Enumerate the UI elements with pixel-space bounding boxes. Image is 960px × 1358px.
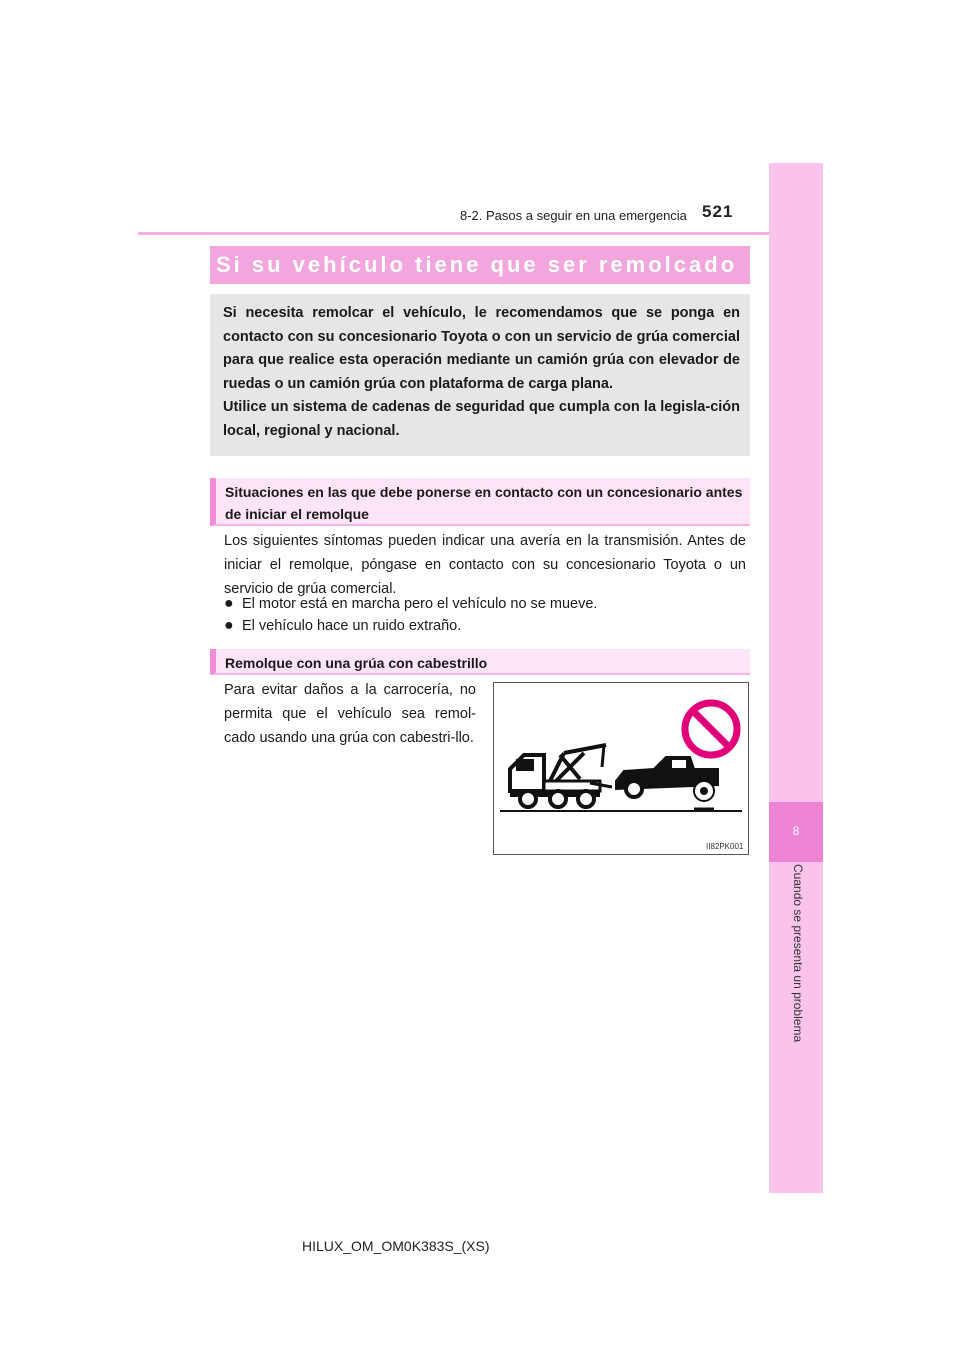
sling-tow-illustration [493, 682, 749, 855]
list-item-text: El motor está en marcha pero el vehículo no se mueve. [242, 596, 598, 612]
section-heading-dealer-text: Situaciones en las que debe ponerse en contacto con un concesionario antes de iniciar el remolque [225, 484, 743, 522]
document-footer: HILUX_OM_OM0K383S_(XS) [302, 1238, 490, 1254]
section-heading-sling [210, 649, 750, 675]
tow-truck-diagram [494, 683, 748, 854]
list-item [224, 614, 461, 638]
tow-truck-icon [510, 745, 612, 807]
list-item-text: El vehículo hace un ruido extraño. [242, 618, 462, 634]
header-divider [138, 232, 822, 235]
chapter-label: Cuando se presenta un problema [791, 864, 805, 1043]
section-heading-sling-text: Remolque con una grúa con cabestrillo [225, 655, 488, 671]
page-number: 521 [702, 202, 734, 221]
intro-paragraph-2: Utilice un sistema de cadenas de seguridad que cumpla con la legisla-ción local, regional y nacional. [223, 399, 740, 439]
intro-paragraph-1: Si necesita remolcar el vehículo, le recomendamos que se ponga en contacto con su concesionario Toyota o con un servicio de grúa comercial para que realice esta operación mediante un camión grúa con elevador de ruedas o un camión grúa con plataforma de carga plana. [223, 305, 740, 392]
page-title: Si su vehículo tiene que ser remolcado [216, 252, 738, 277]
figure-code: II82PK001 [706, 842, 744, 851]
intro-box [210, 294, 750, 456]
bullet-icon: ● [224, 595, 234, 612]
pickup-truck-icon [616, 757, 718, 809]
chapter-number: 8 [792, 824, 800, 838]
section-header: 8-2. Pasos a seguir en una emergencia [460, 208, 687, 223]
list-item [224, 592, 597, 616]
bullet-icon: ● [224, 617, 234, 634]
section-body-sling: Para evitar daños a la carrocería, no permita que el vehículo sea remol-cado usando una grúa con cabestri-llo. [224, 682, 476, 746]
prohibition-icon [685, 703, 737, 755]
section-body-dealer: Los siguientes síntomas pueden indicar una avería en la transmisión. Antes de iniciar el remolque, póngase en contacto con su concesionario Toyota o un servicio de grúa comercial. [224, 533, 746, 597]
section-heading-dealer [210, 478, 750, 526]
